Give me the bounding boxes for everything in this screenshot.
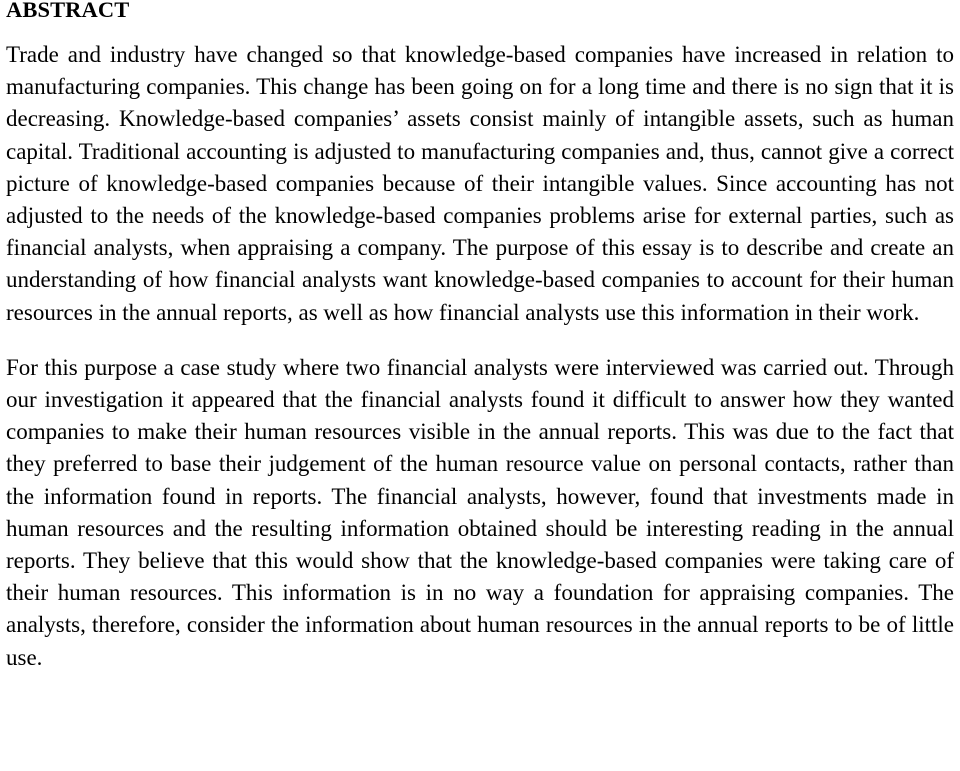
abstract-paragraph-2: For this purpose a case study where two financial analysts were interviewed was carried out. Through our investigation it appeared that the financial analysts found it difficult to answer how they wanted companies to make their human resources visible in the annual reports. This was due to the fact that they preferred to base their judgement of the human resource value on personal contacts, rather than the information found in reports. The financial analysts, however, found that investments made in human resources and the resulting information obtained should be interesting reading in the annual reports. They believe that this would show that the knowledge-based companies were taking care of their human resources. This information is in no way a foundation for appraising companies. The analysts, therefore, consider the information about human resources in the annual reports to be of little use. [6,354,954,670]
document-page [6,0,954,674]
abstract-heading: ABSTRACT [6,0,130,22]
abstract-paragraph-1: Trade and industry have changed so that knowledge-based companies have increased in relation to manufacturing companies. This change has been going on for a long time and there is no sign that it is decreasing. Knowledge-based companies’ assets consist mainly of intangible assets, such as human capital. Traditional accounting is adjusted to manufacturing companies and, thus, cannot give a correct picture of knowledge-based companies because of their intangible values. Since accounting has not adjusted to the needs of the knowledge-based companies problems arise for external parties, such as financial analysts, when appraising a company. The purpose of this essay is to describe and create an understanding of how financial analysts want knowledge-based companies to account for their human resources in the annual reports, as well as how financial analysts use this information in their work. [6,42,954,325]
